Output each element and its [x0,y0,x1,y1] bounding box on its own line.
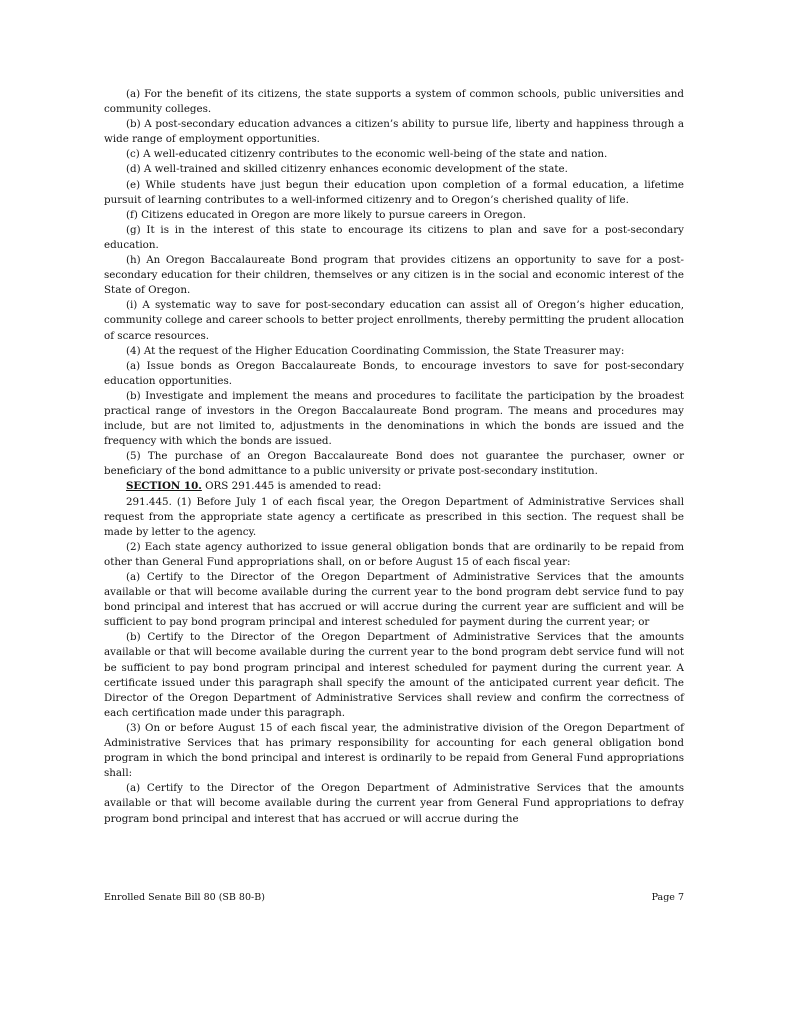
footer-bill-name: Enrolled Senate Bill 80 (SB 80-B) [104,892,265,903]
document-body [104,87,684,827]
paragraph-h-bond-program: (h) An Oregon Baccalaureate Bond program that provides citizens an opportunity to save for a post-secondary education for their children, themselves or any citizen is in the social and economic interest of the State of Oregon. [104,254,684,297]
paragraph-4a-issue-bonds: (a) Issue bonds as Oregon Baccalaureate Bonds, to encourage investors to save for post-secondary education opportunities. [104,359,684,387]
section-10-heading [104,479,684,494]
paragraph-f-citizens-educated: (f) Citizens educated in Oregon are more likely to pursue careers in Oregon. [126,208,526,221]
section-10-text: ORS 291.445 is amended to read: [201,480,382,493]
section-10-label: SECTION 10. [126,480,202,493]
paragraph-4b-investigate: (b) Investigate and implement the means and procedures to facilitate the participation by the broadest practical range of investors in the Oregon Baccalaureate Bond program. The means and procedures may include, but are not limited to, adjustments in the denominations in which the bonds are issued and the frequency with which the bonds are issued. [104,389,684,448]
paragraph-291-445-3: (3) On or before August 15 of each fiscal year, the administrative division of the Oregon Department of Administrative Services that has primary responsibility for accounting for each general obligation bond program in which the bond principal and interest is ordinarily to be repaid from General Fund appropriations shall: [104,721,684,780]
paragraph-b-post-secondary: (b) A post-secondary education advances a citizen’s ability to pursue life, liberty and happiness through a wide range of employment opportunities. [104,118,684,146]
page-footer [104,892,684,903]
paragraph-5-purchase: (5) The purchase of an Oregon Baccalaureate Bond does not guarantee the purchaser, owner or beneficiary of the bond admittance to a public university or private post-secondary institution. [104,450,684,478]
paragraph-4-treasurer: (4) At the request of the Higher Education Coordinating Commission, the State Treasurer may: [126,344,625,357]
paragraph-c-well-educated: (c) A well-educated citizenry contributes to the economic well-being of the state and nation. [126,148,608,161]
paragraph-291-445-2a: (a) Certify to the Director of the Oregon Department of Administrative Services that the amounts available or that will become available during the current year to the bond program debt service fund to pay bond principal and interest that has accrued or will accrue during the current year are sufficient and will be sufficient to pay bond program principal and interest scheduled for payment during the current year; or [104,571,684,629]
paragraph-e-lifetime-learning: (e) While students have just begun their education upon completion of a formal education, a lifetime pursuit of learning contributes to a well-informed citizenry and to Oregon’s cherished quality of life. [104,178,684,206]
paragraph-i-systematic-way: (i) A systematic way to save for post-secondary education can assist all of Oregon’s higher education, community college and career schools to better project enrollments, thereby permitting the prudent allocation of scarce resources. [104,299,684,342]
paragraph-g-interest: (g) It is in the interest of this state to encourage its citizens to plan and save for a post-secondary education. [104,223,684,251]
footer-page-number: Page 7 [651,892,684,903]
paragraph-291-445-1: 291.445. (1) Before July 1 of each fiscal year, the Oregon Department of Administrative Services shall request from the appropriate state agency a certificate as prescribed in this section. The request shall be made by letter to the agency. [104,495,684,538]
paragraph-291-445-2b: (b) Certify to the Director of the Oregon Department of Administrative Services that the amounts available or that will become available during the current year to the bond program debt service fund will not be sufficient to pay bond program principal and interest scheduled for payment during the current year. A certificate issued under this paragraph shall specify the amount of the anticipated current year deficit. The Director of the Oregon Department of Administrative Services shall review and confirm the correctness of each certification made under this paragraph. [104,631,684,719]
paragraph-d-well-trained: (d) A well-trained and skilled citizenry enhances economic development of the state. [126,163,568,176]
paragraph-291-445-2: (2) Each state agency authorized to issue general obligation bonds that are ordinarily to be repaid from other than General Fund appropriations shall, on or before August 15 of each fiscal year: [104,540,684,568]
paragraph-a-benefit: (a) For the benefit of its citizens, the state supports a system of common schools, public universities and community colleges. [104,88,684,116]
paragraph-291-445-3a: (a) Certify to the Director of the Oregon Department of Administrative Services that the amounts available or that will become available during the current year from General Fund appropriations to defray program bond principal and interest that has accrued or will accrue during the [104,782,684,825]
